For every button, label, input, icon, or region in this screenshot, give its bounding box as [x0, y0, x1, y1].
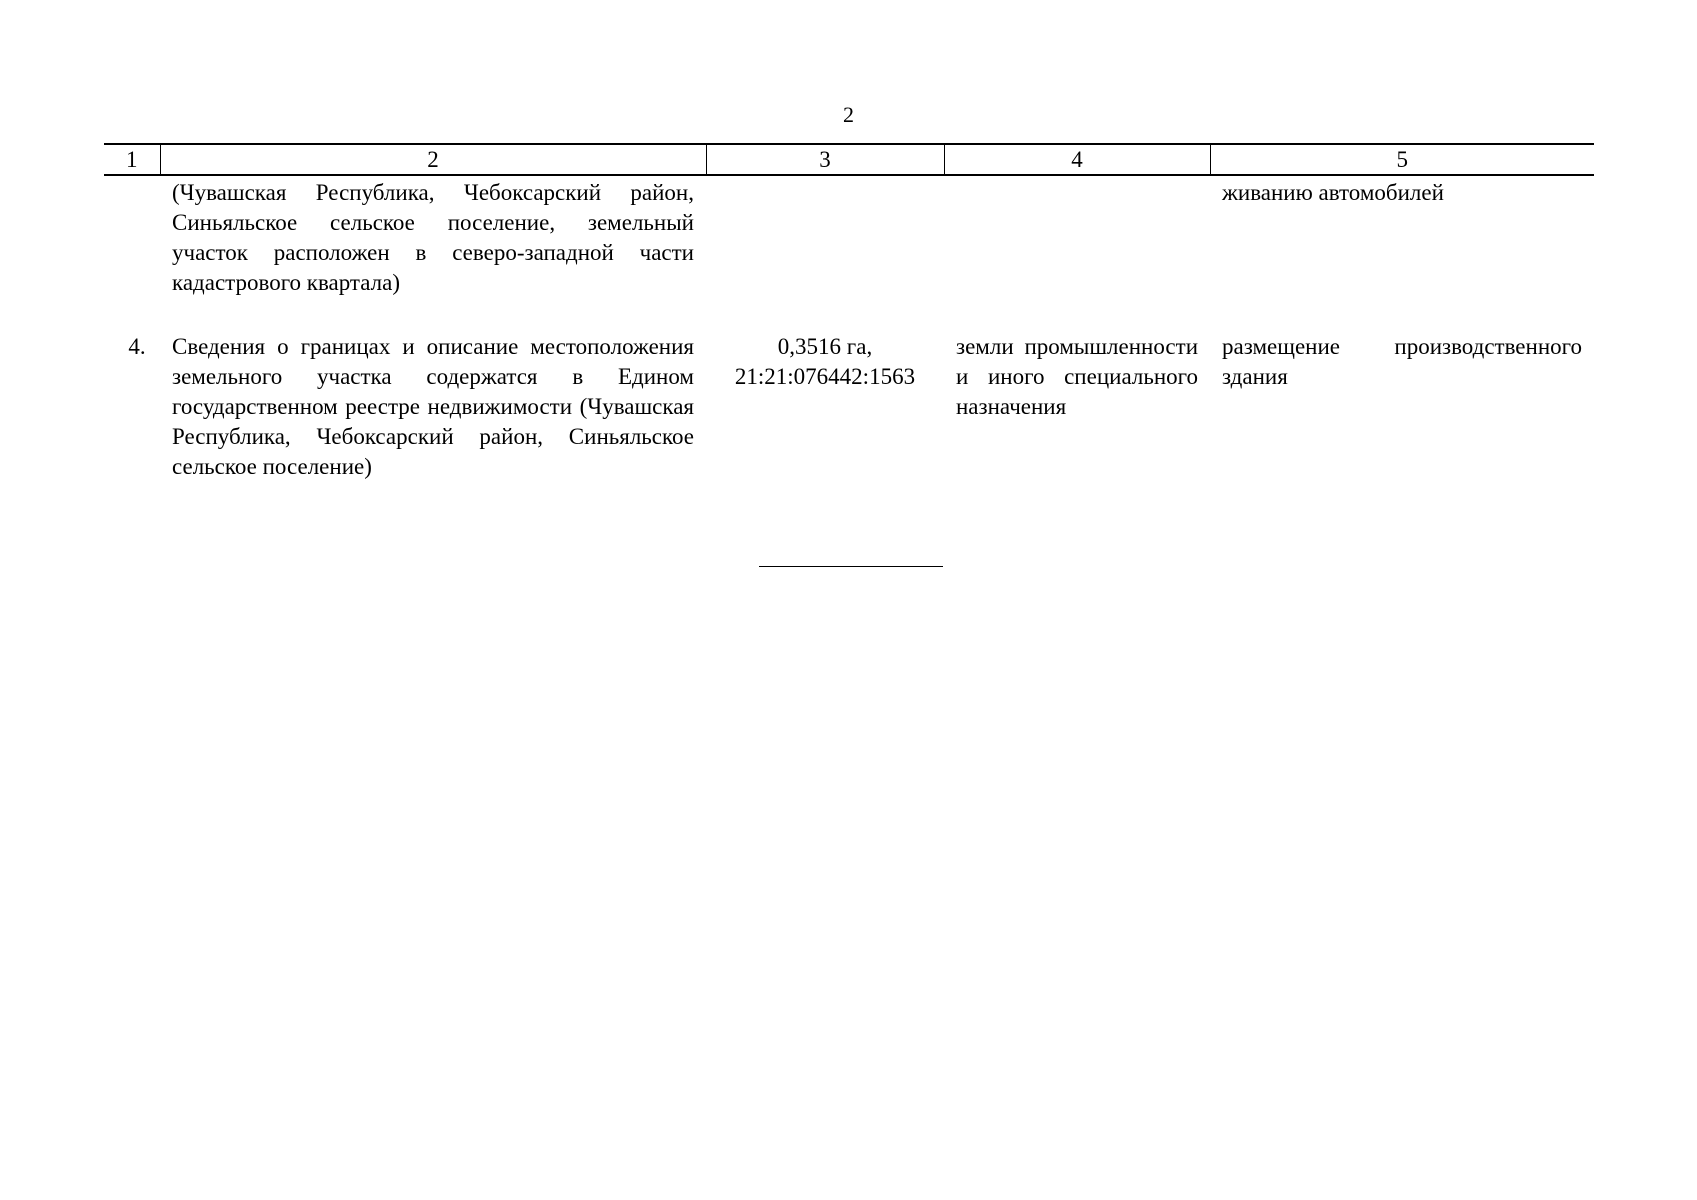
plot-description: Сведения о границах и описание местоположения земельного участка содержатся в Едином государственном реестре недвижимости (Чувашская Республика, Чебоксарский район, Синьяльское сельское поселение) — [172, 334, 694, 479]
column-header-5: 5 — [1210, 144, 1594, 175]
table-row — [104, 332, 1594, 482]
page-number: 2 — [843, 102, 854, 127]
land-category — [944, 175, 1210, 332]
cadastral-number: 21:21:076442:1563 — [734, 364, 916, 389]
permitted-use: живанию автомобилей — [1222, 180, 1444, 205]
plot-description: (Чувашская Республика, Чебоксарский район, Синьяльское сельское поселение, земельный участок расположен в северо-западной части кадастрового квартала) — [172, 180, 694, 295]
permitted-use: размещение производственного здания — [1222, 334, 1582, 389]
land-plots-table — [104, 143, 1594, 482]
column-header-2: 2 — [160, 144, 706, 175]
plot-area: 0,3516 га, — [777, 334, 873, 359]
area-cadastral-cell — [706, 332, 944, 482]
column-header-4: 4 — [944, 144, 1210, 175]
table-row — [104, 175, 1594, 332]
land-category: земли промышленности и иного специального назначения — [956, 334, 1198, 419]
area-cadastral-cell — [706, 175, 944, 332]
column-header-1: 1 — [104, 144, 160, 175]
end-of-document-rule — [759, 566, 943, 567]
column-header-3: 3 — [706, 144, 944, 175]
table-header-row — [104, 144, 1594, 175]
row-number: 4. — [128, 334, 146, 359]
row-number — [104, 175, 160, 332]
